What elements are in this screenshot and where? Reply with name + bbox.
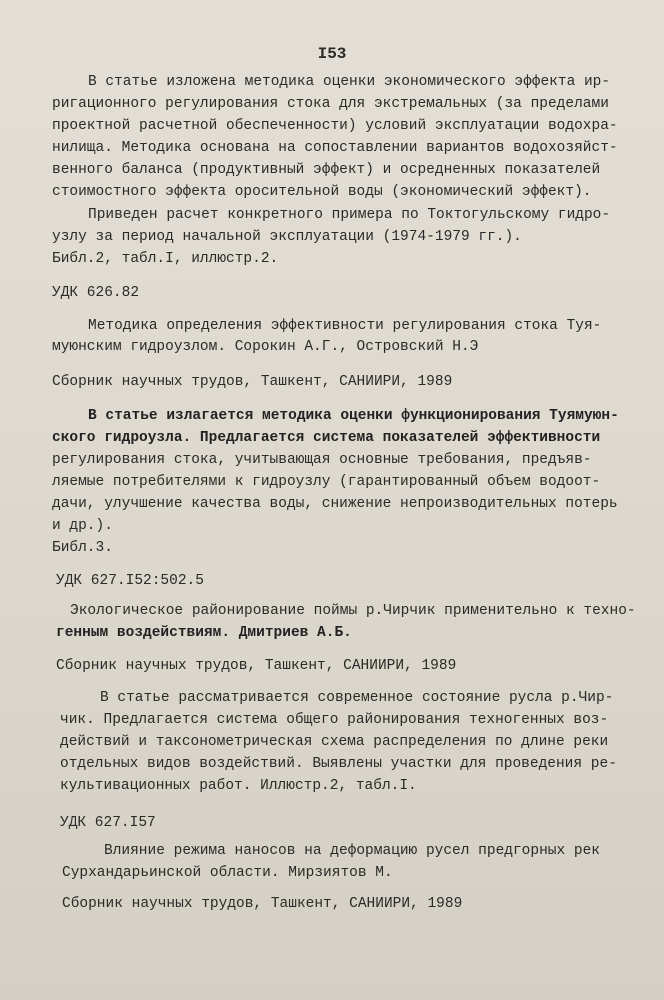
abstract-line: регулирования стока, учитывающая основные требования, предъяв- xyxy=(52,452,592,468)
abstract-line: венного баланса (продуктивный эффект) и осредненных показателей xyxy=(52,162,601,178)
abstract-line: чик. Предлагается система общего районирования техногенных воз- xyxy=(60,712,609,728)
entry-title-line: Влияние режима наносов на деформацию русел предгорных рек xyxy=(104,843,600,859)
abstract-line: нилища. Методика основана на сопоставлении вариантов водохозяйст- xyxy=(52,140,618,156)
abstract-line: культивационных работ. Иллюстр.2, табл.I. xyxy=(60,778,417,794)
entry-source: Сборник научных трудов, Ташкент, САНИИРИ, 1989 xyxy=(52,374,453,390)
udk-code: УДК 627.I52:502.5 xyxy=(56,573,204,589)
biblio-line: Библ.2, табл.I, иллюстр.2. xyxy=(52,251,279,267)
entry-source: Сборник научных трудов, Ташкент, САНИИРИ, 1989 xyxy=(62,896,463,912)
entry-title-line: Методика определения эффективности регулирования стока Туя- xyxy=(88,318,602,334)
abstract-line: ригационного регулирования стока для экстремальных (за пределами xyxy=(52,96,609,112)
abstract-line: действий и таксонометрическая схема распределения по длине реки xyxy=(60,734,609,750)
entry-source: Сборник научных трудов, Ташкент, САНИИРИ, 1989 xyxy=(56,658,457,674)
abstract-line: узлу за период начальной эксплуатации (1974-1979 гг.). xyxy=(52,229,522,245)
abstract-line: В статье рассматривается современное состояние русла р.Чир- xyxy=(100,690,614,706)
abstract-line: ляемые потребителями к гидроузлу (гарантированный объем водоот- xyxy=(52,474,601,490)
udk-code: УДК 626.82 xyxy=(52,285,140,301)
abstract-line: Приведен расчет конкретного примера по Токтогульскому гидро- xyxy=(88,207,611,223)
udk-code: УДК 627.I57 xyxy=(60,815,156,831)
entry-title-line: Сурхандарьинской области. Мирзиятов М. xyxy=(62,865,393,881)
abstract-line: проектной расчетной обеспеченности) условий эксплуатации водохра- xyxy=(52,118,618,134)
abstract-line: дачи, улучшение качества воды, снижение непроизводительных потерь xyxy=(52,496,618,512)
abstract-line: отдельных видов воздействий. Выявлены участки для проведения ре- xyxy=(60,756,617,772)
entry-title-line: муюнским гидроузлом. Сорокин А.Г., Островский Н.Э xyxy=(52,339,479,355)
biblio-line: Библ.3. xyxy=(52,540,113,556)
entry-title-line: Экологическое районирование поймы р.Чирчик применительно к техно- xyxy=(70,603,636,619)
page-number: I53 xyxy=(317,45,347,63)
abstract-line: ского гидроузла. Предлагается система показателей эффективности xyxy=(52,430,601,446)
abstract-line: В статье излагается методика оценки функционирования Туямуюн- xyxy=(88,408,619,424)
abstract-line: стоимостного эффекта оросительной воды (экономический эффект). xyxy=(52,184,592,200)
abstract-line: и др.). xyxy=(52,518,113,534)
entry-title-line: генным воздействиям. Дмитриев А.Б. xyxy=(56,625,352,641)
abstract-line: В статье изложена методика оценки экономического эффекта ир- xyxy=(88,74,611,90)
